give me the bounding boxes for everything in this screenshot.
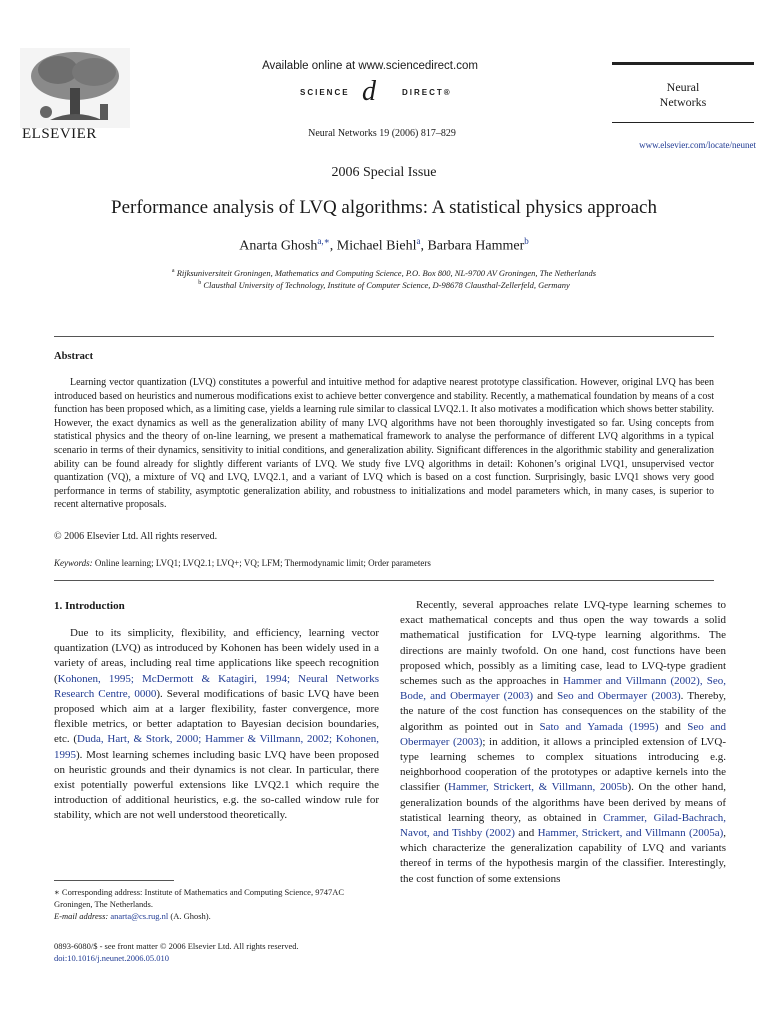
affiliation-text: Clausthal University of Technology, Institute of Computer Science, D-98678 Clausthal-Zellerfeld, Germany: [203, 280, 570, 290]
author-name: Anarta Ghosh: [239, 238, 318, 254]
corresponding-address: ∗ Corresponding address: Institute of Mathematics and Computing Science, 9747AC Groningen, The Netherlands.: [54, 887, 345, 909]
citation-link[interactable]: Seo and Obermayer (2003): [557, 690, 681, 703]
journal-name-box: [612, 80, 754, 110]
footnote: [54, 886, 379, 922]
left-column-paragraph: [54, 626, 379, 824]
affiliation-text: Rijksuniversiteit Groningen, Mathematics and Computing Science, P.O. Box 800, NL-9700 AV Groningen, The Netherlands: [176, 268, 597, 278]
citation-link[interactable]: Hammer and Villmann (2002), Seo, Bode, and Obermayer (2003): [400, 675, 727, 703]
sd-logo-mark: d: [362, 76, 376, 107]
elsevier-tree-logo: [20, 48, 130, 128]
author-name: Barbara Hammer: [427, 238, 525, 254]
journal-name-line1: Neural: [666, 80, 700, 94]
journal-url-link[interactable]: www.elsevier.com/locate/neunet: [639, 140, 756, 150]
special-issue-label: 2006 Special Issue: [331, 165, 437, 180]
paragraph-text: ; in addition, it allows a principled extension of LVQ-type learning schemes to complex situations introducing e.g. neighborhood cooperation of the prototypes or adaptive kernels into the classifier (: [400, 735, 726, 794]
right-column-paragraph: [400, 598, 726, 887]
abstract-heading: Abstract: [54, 351, 94, 362]
citation-link[interactable]: Hammer, Strickert, & Villmann, 2005b: [448, 781, 628, 794]
paragraph-text: and: [533, 690, 558, 703]
issn-line: 0893-6080/$ - see front matter © 2006 Elsevier Ltd. All rights reserved.: [54, 941, 299, 951]
affiliation-b: [0, 280, 768, 290]
author-affiliation-ref[interactable]: b: [524, 236, 529, 246]
author-name: Michael Biehl: [336, 238, 417, 254]
affiliation-marker: a: [171, 268, 175, 275]
journal-box-bottom-rule: [612, 122, 754, 123]
footnote-rule: [54, 880, 174, 881]
sciencedirect-logo: [290, 76, 490, 108]
paragraph-text: and: [658, 720, 688, 733]
email-link[interactable]: anarta@cs.rug.nl: [110, 911, 169, 921]
affiliation-a: [0, 268, 768, 278]
journal-citation: Neural Networks 19 (2006) 817–829: [308, 128, 456, 139]
author-list: Anarta Ghosh$^{a,∗}$, Michael Biehl$^a$, Barbara Hammer$^b$: [239, 236, 529, 254]
publisher-name: ELSEVIER: [22, 126, 97, 142]
citation-link[interactable]: Kohonen, 1995; McDermott & Katagiri, 1994; Neural Networks Research Centre, 0000: [54, 672, 379, 700]
paragraph-text: and: [514, 827, 538, 840]
email-suffix: (A. Ghosh).: [168, 911, 211, 921]
email-line: [54, 910, 379, 922]
author-affiliation-ref[interactable]: a: [416, 236, 421, 246]
citation-link[interactable]: Sato and Yamada (1995): [539, 720, 659, 733]
abstract-body: Learning vector quantization (LVQ) constitutes a powerful and intuitive method for adaptive nearest prototype classification. However, original LVQ has been introduced based on heuristics and numerous modifications exist to achieve better convergence and stability. Recently, a mathematical foundation by means of a cost function has been proposed which, as a limiting case, yields a learning rule similar to classical LVQ2.1. It also motivates a modification which shows better stability. However, the exact dynamics as well as the generalization ability of many LVQ algorithms have not been thoroughly investigated so far. Using concepts from statistical physics and the theory of on-line learning, we present a mathematical framework to analyse the performance of different LVQ algorithms in a typical scenario in terms of their dynamics, sensitivity to initial conditions, and generalization ability. Significant differences in the algorithmic stability and generalization ability can be found already for slightly different variants of LVQ. We study five LVQ algorithms in detail: Kohonen’s original LVQ1, unsupervised vector quantization (VQ), a mixture of VQ and LVQ, LVQ2.1, and a variant of LVQ which is based on a cost function. Surprisingly, basic LVQ1 shows very good performance in terms of stability, asymptotic generalization ability, and robustness to initializations and model parameters which, in many cases, is superior to recent alternative proposals.: [54, 377, 714, 511]
paragraph-text: . Thereby, the nature of the cost function has consequences on the stability of the algorithm as pointed out in: [400, 690, 727, 733]
author-affiliation-ref[interactable]: a,∗: [317, 236, 330, 246]
section-heading: 1. Introduction: [54, 600, 125, 612]
citation-link[interactable]: Crammer, Gilad-Bachrach, Navot, and Tishby (2002): [400, 811, 726, 840]
paragraph-text: ). On the other hand, generalization bounds of the algorithms have been derived by means of statistical learning theory, as obtained in: [400, 781, 727, 824]
paragraph-text: Recently, several approaches relate LVQ-type learning schemes to exact mathematical concepts and thus open the way towards a solid mathematical justification for LVQ-type learning algorithms. The directions are mainly twofold. On one hand, cost functions have been proposed which, possibly as a limiting case, lead to LVQ-type gradient schemes such as the approaches in: [400, 599, 726, 688]
citation-link[interactable]: Seo and Obermayer (2003): [400, 720, 727, 748]
keywords-line: [54, 558, 714, 568]
citation-link[interactable]: Hammer, Strickert, and Villmann (2005a): [537, 827, 724, 840]
keywords-bottom-rule: [54, 580, 714, 581]
keywords-label: Keywords:: [54, 558, 93, 568]
citation-link[interactable]: Duda, Hart, & Stork, 2000; Hammer & Villmann, 2002; Kohonen, 1995: [54, 733, 380, 761]
paragraph-text: , which characterize the generalization capability of LVQ and variants thereof in terms of the hypothesis margin of the classifier. Interestingly, the cost function of some extensions: [400, 827, 727, 885]
journal-name-line2: Networks: [659, 95, 707, 109]
abstract-top-rule: [54, 336, 714, 337]
paragraph-text: Due to its simplicity, flexibility, and efficiency, learning vector quantization (LVQ) as introduced by Kohonen has been widely used in a variety of areas, including real time applications like speech recognition (: [54, 627, 379, 685]
front-matter: [54, 940, 299, 964]
journal-box-top-rule: [612, 62, 754, 65]
paragraph-text: ). Several modifications of basic LVQ have been proposed which aim at a larger flexibility, faster convergence, more flexible metrics, or better adaptation to Bayesian decision boundaries, etc. (: [54, 687, 379, 746]
affiliation-marker: b: [198, 280, 202, 287]
doi-link[interactable]: doi:10.1016/j.neunet.2006.05.010: [54, 953, 169, 963]
email-label: E-mail address:: [54, 911, 109, 921]
available-online-text: Available online at www.sciencedirect.com: [262, 60, 478, 72]
sd-logo-right: DIRECT®: [402, 88, 452, 97]
article-title: Performance analysis of LVQ algorithms: A statistical physics approach: [111, 197, 657, 218]
paragraph-text: ). Most learning schemes including basic LVQ have been proposed on heuristic grounds and their dynamics is not clear. In particular, there exist potentially powerful extensions like LVQ2.1 which require the introduction of additional heuristics, e.g. the so-called window rule for stability, which are not well understood theoretically.: [54, 748, 379, 822]
abstract-copyright: © 2006 Elsevier Ltd. All rights reserved.: [54, 531, 218, 542]
keywords-list: Online learning; LVQ1; LVQ2.1; LVQ+; VQ; LFM; Thermodynamic limit; Order parameters: [94, 558, 431, 568]
sd-logo-left: SCIENCE: [300, 88, 350, 97]
